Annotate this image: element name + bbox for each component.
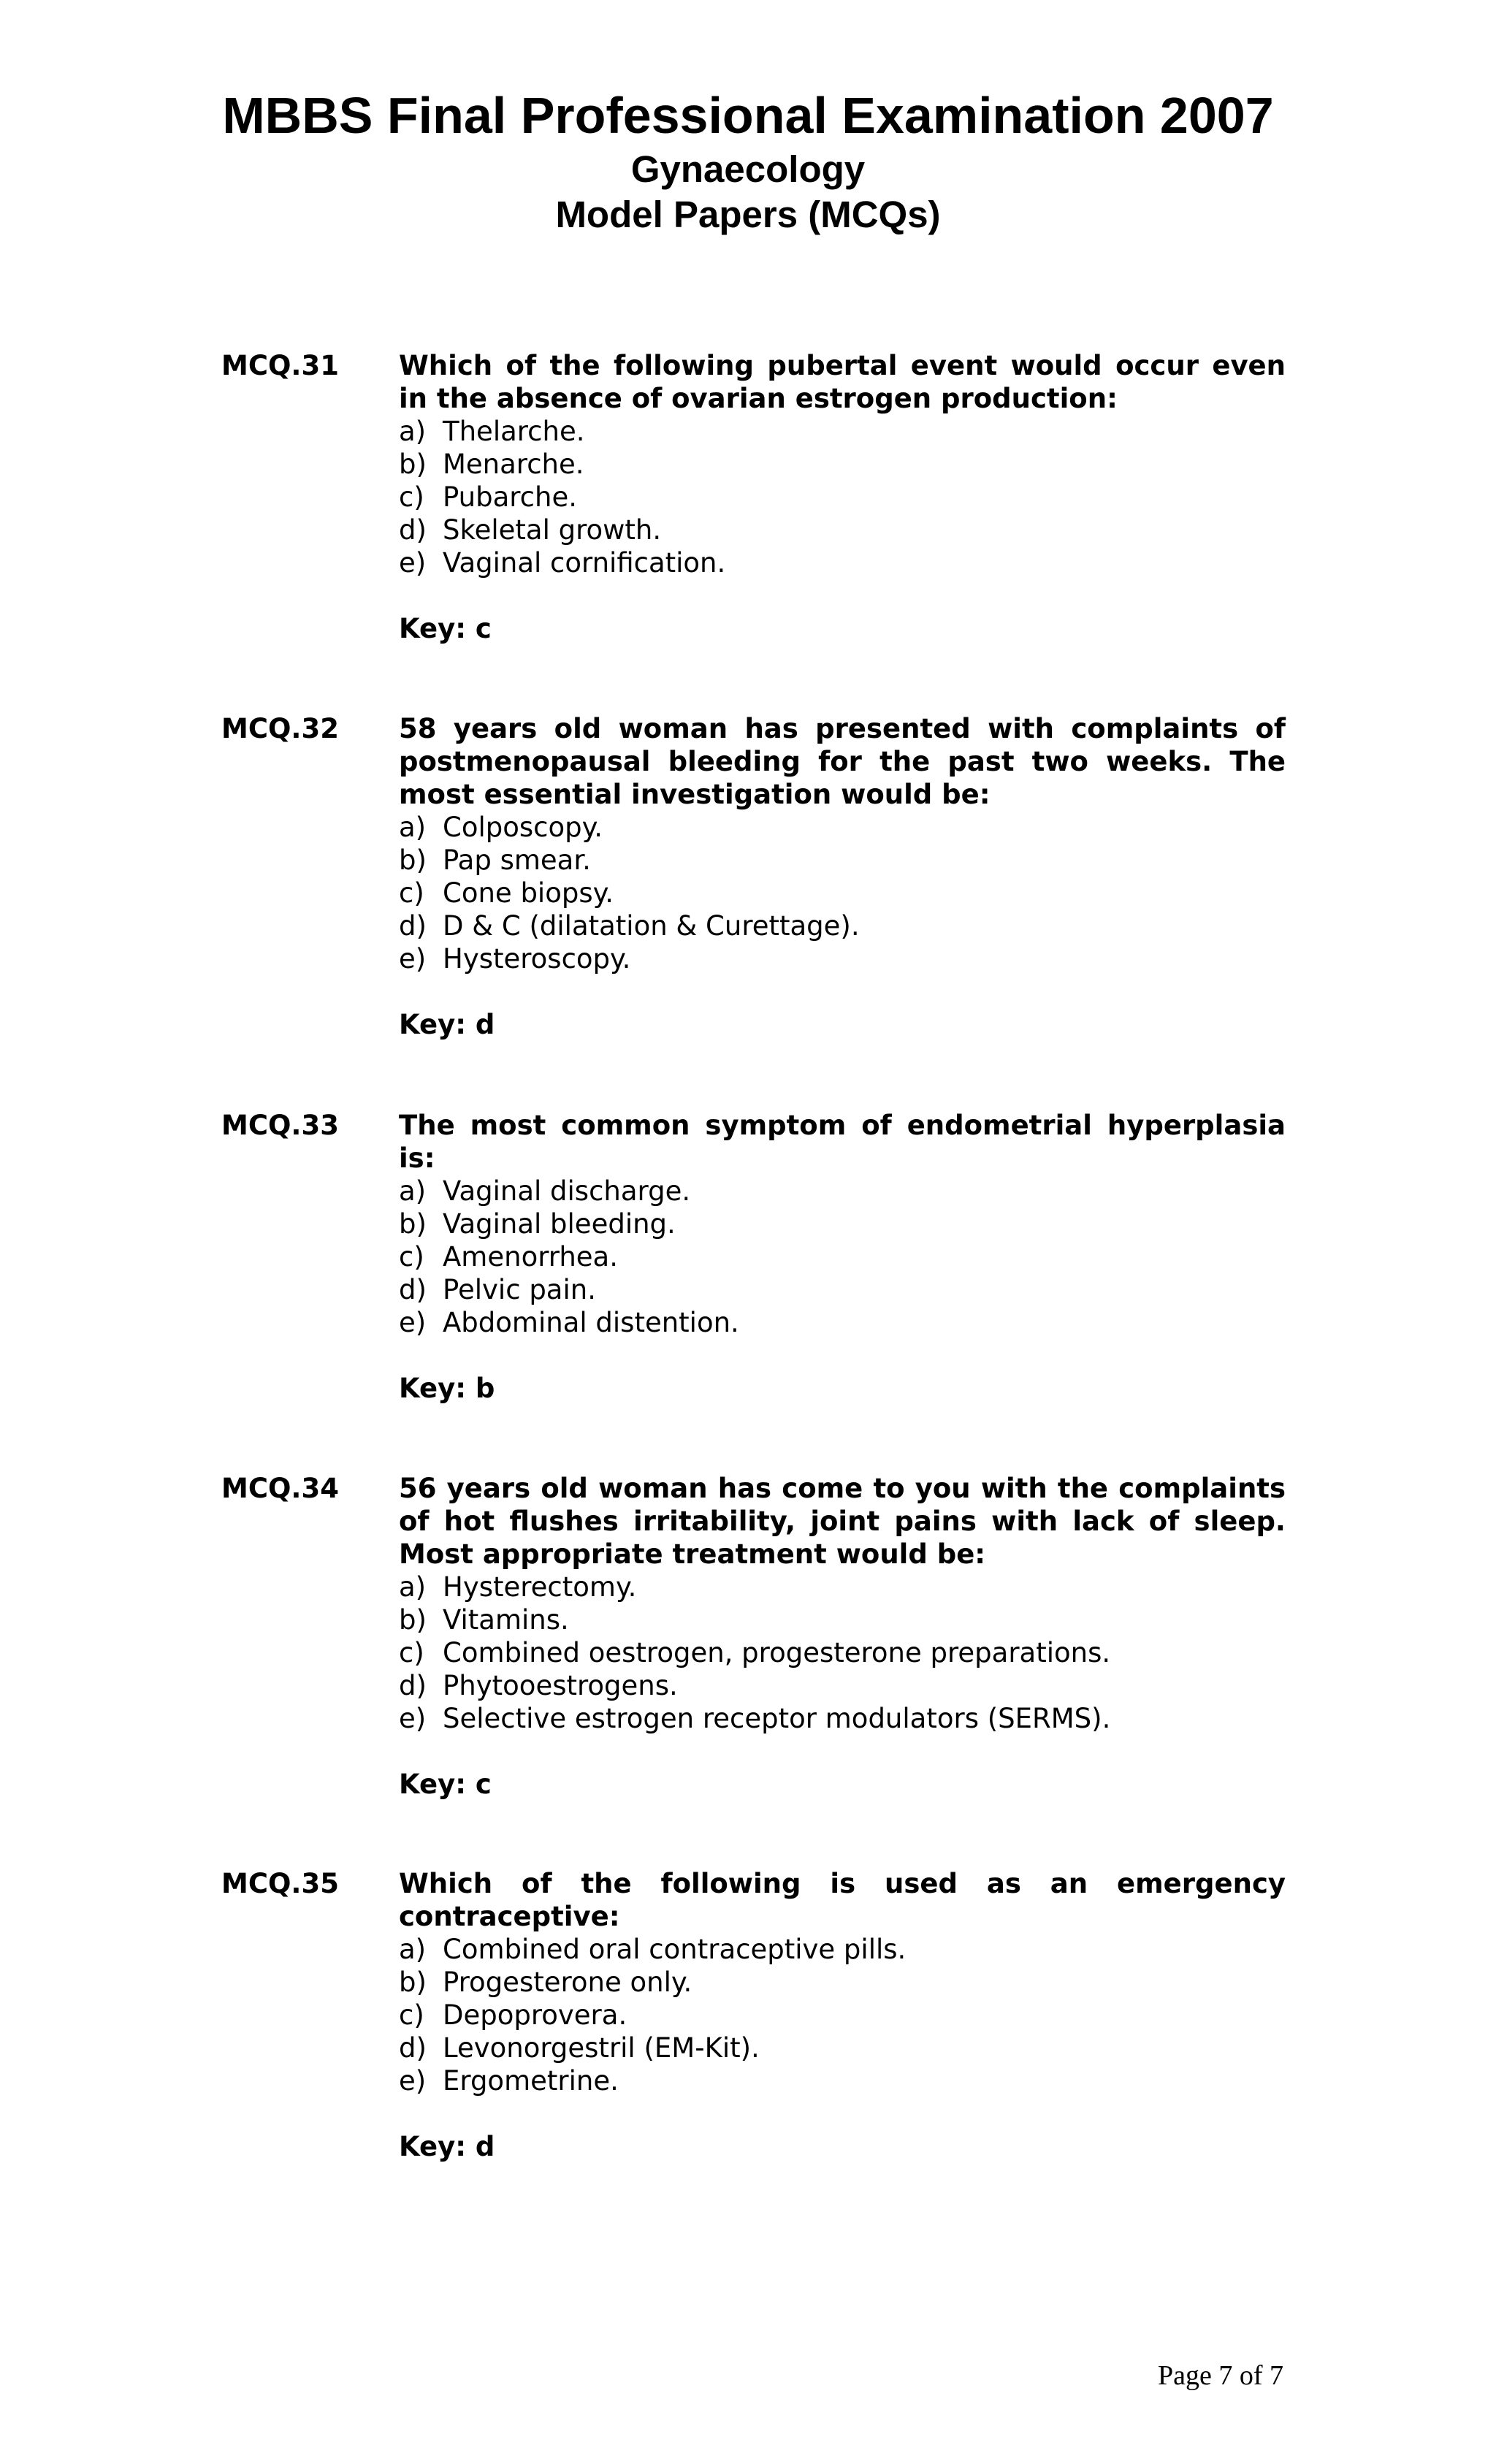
option-letter: c) bbox=[399, 1637, 424, 1668]
mcq-body bbox=[399, 1472, 1286, 1801]
options-list bbox=[399, 415, 1286, 579]
options-list bbox=[399, 1175, 1286, 1339]
option-letter: d) bbox=[399, 2032, 427, 2064]
option-letter: b) bbox=[399, 1604, 427, 1636]
mcq-number: MCQ.31 bbox=[221, 350, 339, 381]
mcq-number: MCQ.32 bbox=[221, 713, 339, 744]
option-letter: a) bbox=[399, 1175, 427, 1207]
option-e bbox=[399, 1306, 1286, 1339]
option-letter: a) bbox=[399, 1571, 427, 1603]
options-list bbox=[399, 811, 1286, 975]
mcq-number: MCQ.33 bbox=[221, 1110, 339, 1141]
option-text: Selective estrogen receptor modulators (SERMS). bbox=[443, 1703, 1111, 1734]
question-text: 56 years old woman has come to you with the complaints of hot flushes irritability, joint pains with lack of sleep. Most appropriate treatment would be: bbox=[399, 1473, 1286, 1570]
option-a bbox=[399, 811, 1286, 844]
answer-key: Key: d bbox=[399, 1009, 495, 1040]
subject-heading: Gynaecology bbox=[630, 148, 866, 190]
option-letter: a) bbox=[399, 812, 427, 843]
option-b bbox=[399, 448, 1286, 481]
option-text: Levonorgestril (EM-Kit). bbox=[443, 2032, 760, 2064]
option-text: Menarche. bbox=[443, 449, 584, 480]
option-e bbox=[399, 942, 1286, 975]
option-text: Vaginal bleeding. bbox=[443, 1208, 676, 1240]
option-text: Hysterectomy. bbox=[443, 1571, 637, 1603]
option-text: Hysteroscopy. bbox=[443, 943, 631, 974]
question-text: Which of the following pubertal event would occur even in the absence of ovarian estrogen production: bbox=[399, 350, 1286, 414]
question-text: The most common symptom of endometrial hyperplasia is: bbox=[399, 1110, 1286, 1174]
option-text: Pubarche. bbox=[443, 481, 577, 513]
option-letter: e) bbox=[399, 547, 427, 579]
option-d bbox=[399, 1273, 1286, 1306]
option-text: Pelvic pain. bbox=[443, 1274, 596, 1305]
option-letter: b) bbox=[399, 1967, 427, 1998]
option-d bbox=[399, 2032, 1286, 2064]
option-text: Cone biopsy. bbox=[443, 877, 614, 909]
option-letter: c) bbox=[399, 1241, 424, 1273]
mcq-number: MCQ.34 bbox=[221, 1473, 339, 1504]
option-text: Vaginal cornification. bbox=[443, 547, 726, 579]
option-letter: b) bbox=[399, 844, 427, 876]
option-d bbox=[399, 514, 1286, 546]
option-letter: b) bbox=[399, 449, 427, 480]
option-letter: a) bbox=[399, 416, 427, 447]
option-a bbox=[399, 1175, 1286, 1208]
option-letter: c) bbox=[399, 481, 424, 513]
option-text: Pap smear. bbox=[443, 844, 591, 876]
answer-key: Key: c bbox=[399, 1769, 492, 1800]
mcq-body bbox=[399, 1109, 1286, 1405]
option-letter: b) bbox=[399, 1208, 427, 1240]
option-letter: e) bbox=[399, 1703, 427, 1734]
option-text: Amenorrhea. bbox=[443, 1241, 618, 1273]
option-text: Depoprovera. bbox=[443, 1999, 627, 2031]
answer-key: Key: c bbox=[399, 613, 492, 644]
option-a bbox=[399, 1571, 1286, 1603]
option-letter: d) bbox=[399, 514, 427, 546]
option-text: Vitamins. bbox=[443, 1604, 569, 1636]
option-text: Combined oral contraceptive pills. bbox=[443, 1934, 907, 1965]
mcq-body bbox=[399, 712, 1286, 1041]
option-text: Thelarche. bbox=[443, 416, 585, 447]
option-letter: d) bbox=[399, 1274, 427, 1305]
option-text: Ergometrine. bbox=[443, 2065, 619, 2097]
mcq-body bbox=[399, 1867, 1286, 2163]
option-letter: a) bbox=[399, 1934, 427, 1965]
option-d bbox=[399, 909, 1286, 942]
option-c bbox=[399, 1240, 1286, 1273]
option-text: Vaginal discharge. bbox=[443, 1175, 691, 1207]
option-c bbox=[399, 877, 1286, 909]
option-text: Skeletal growth. bbox=[443, 514, 662, 546]
option-text: Combined oestrogen, progesterone preparations. bbox=[443, 1637, 1111, 1668]
option-c bbox=[399, 1636, 1286, 1669]
option-e bbox=[399, 1702, 1286, 1735]
option-d bbox=[399, 1669, 1286, 1702]
option-letter: c) bbox=[399, 1999, 424, 2031]
option-text: Colposcopy. bbox=[443, 812, 603, 843]
option-a bbox=[399, 415, 1286, 448]
option-a bbox=[399, 1933, 1286, 1966]
options-list bbox=[399, 1571, 1286, 1735]
option-letter: e) bbox=[399, 943, 427, 974]
option-letter: d) bbox=[399, 1670, 427, 1701]
option-b bbox=[399, 1966, 1286, 1999]
option-c bbox=[399, 1999, 1286, 2032]
options-list bbox=[399, 1933, 1286, 2097]
option-letter: d) bbox=[399, 910, 427, 942]
option-b bbox=[399, 844, 1286, 877]
option-text: Abdominal distention. bbox=[443, 1307, 739, 1338]
page-number: Page 7 of 7 bbox=[1157, 2360, 1283, 2391]
option-letter: e) bbox=[399, 2065, 427, 2097]
option-e bbox=[399, 546, 1286, 579]
option-letter: c) bbox=[399, 877, 424, 909]
mcq-number: MCQ.35 bbox=[221, 1868, 339, 1899]
option-text: D & C (dilatation & Curettage). bbox=[443, 910, 860, 942]
option-e bbox=[399, 2064, 1286, 2097]
option-b bbox=[399, 1208, 1286, 1240]
option-b bbox=[399, 1603, 1286, 1636]
answer-key: Key: d bbox=[399, 2131, 495, 2162]
mcq-body bbox=[399, 349, 1286, 645]
option-c bbox=[399, 481, 1286, 514]
option-letter: e) bbox=[399, 1307, 427, 1338]
option-text: Progesterone only. bbox=[443, 1967, 692, 1998]
document-title: MBBS Final Professional Examination 2007 bbox=[222, 87, 1274, 144]
question-text: 58 years old woman has presented with complaints of postmenopausal bleeding for the past two weeks. The most essential investigation would be: bbox=[399, 713, 1286, 810]
paper-type-heading: Model Papers (MCQs) bbox=[555, 194, 941, 235]
option-text: Phytooestrogens. bbox=[443, 1670, 678, 1701]
question-text: Which of the following is used as an emergency contraceptive: bbox=[399, 1868, 1286, 1932]
answer-key: Key: b bbox=[399, 1373, 495, 1404]
